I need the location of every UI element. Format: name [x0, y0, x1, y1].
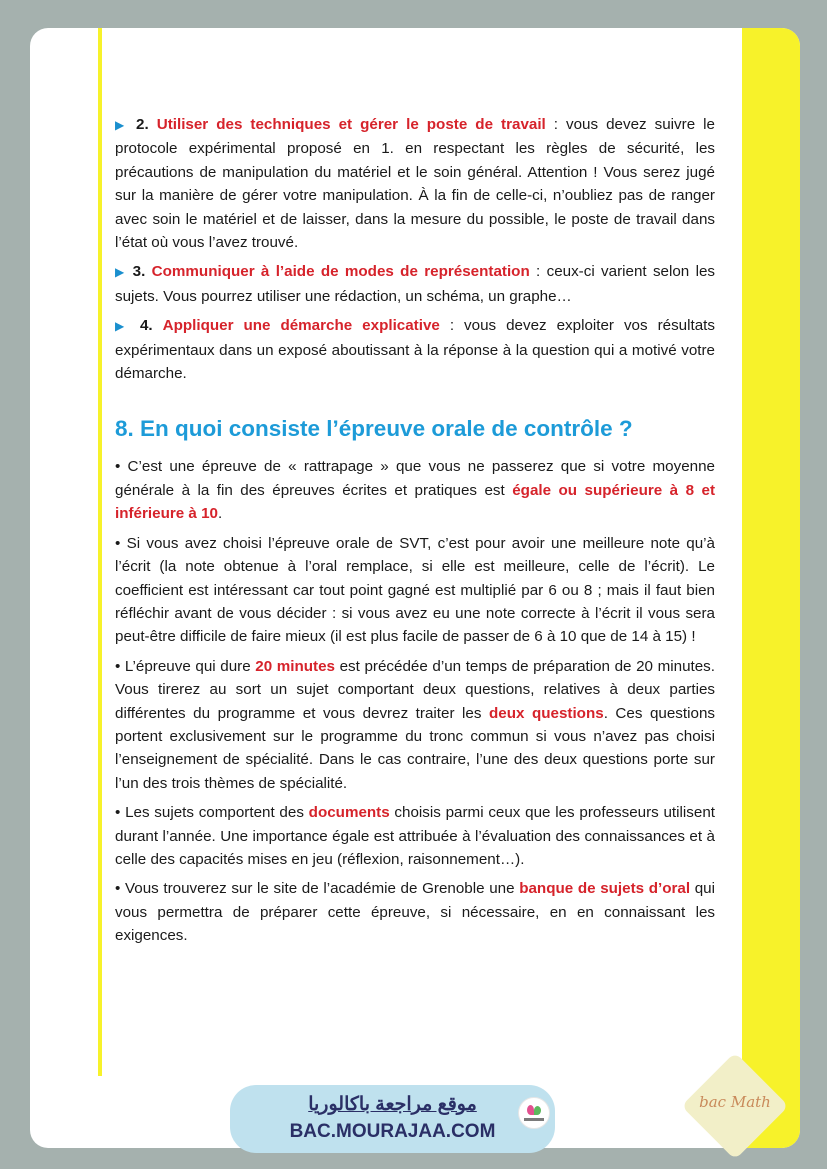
bullet-1 [115, 455, 715, 525]
item-text: : ceux-ci varient selon les sujets. Vous pourrez utiliser une rédaction, un schéma, un graphe… [115, 263, 715, 305]
bullet-text: • C’est une épreuve de « rattrapage » que vous ne passerez que si votre moyenne générale à la fin des épreuves écrites et pratiques est [115, 458, 715, 499]
bullet-2: • Si vous avez choisi l’épreuve orale de SVT, c’est pour avoir une meilleure note qu’à l’écrit (la note obtenue à l’oral remplace, si elle est meilleure, celle de l’écrit). Le coefficient est intéressant car tout point gagné est multiplié par 6 ou 8 ; mais il faut bien réfléchir avant de vous décider : si vous avez eu une note correcte à l’écrit il vous sera peut-être difficile de faire mieux (il est plus facile de passer de 6 à 10 que de 14 à 15) ! [115, 534, 715, 646]
bullet-text: • L’épreuve qui dure [115, 657, 256, 675]
bullet-text: • Vous trouverez sur le site de l’académie de Grenoble une [115, 880, 520, 898]
yellow-margin-line [98, 28, 102, 1076]
item-title: Communiquer à l’aide de modes de représentation [151, 263, 530, 281]
item-text: : vous devez exploiter vos résultats expérimentaux dans un exposé aboutissant à la réponse à la question qui a motivé votre démarche. [115, 317, 715, 383]
site-banner[interactable] [230, 1085, 555, 1153]
item-text: : vous devez suivre le protocole expérimental proposé en 1. en respectant les règles de sécurité, les précautions de manipulation du matériel et le soin général. Attention ! Vous serez jugé sur la manière de gérer votre manipulation. À la fin de celle-ci, n’oubliez pas de ranger avec soin le matériel et de laisser, dans la mesure du possible, le poste de travail dans l’état où vous l’avez trouvé. [115, 116, 715, 252]
highlight-text: documents [308, 804, 390, 822]
bullet-text: . Ces questions portent exclusivement sur le programme du tronc commun si vous n’avez pas choisi l’enseignement de spécialité. Dans le cas contraire, l’une des deux questions porte sur l’un des trois thèmes de spécialité. [115, 704, 715, 792]
bullet-4 [115, 801, 715, 871]
yellow-side-band [742, 28, 800, 1148]
item-2 [115, 113, 715, 254]
site-logo-icon [518, 1097, 550, 1129]
section-heading: 8. En quoi consiste l’épreuve orale de contrôle ? [115, 416, 633, 442]
item-4 [115, 314, 715, 385]
bullet-3 [115, 655, 715, 795]
document-content [115, 113, 715, 954]
bac-math-badge-text: bac Math [699, 1093, 771, 1111]
bullet-5 [115, 877, 715, 947]
banner-url[interactable]: BAC.MOURAJAA.COM [289, 1121, 496, 1142]
triangle-bullet-icon: ▶ [115, 118, 129, 132]
item-number: 3. [132, 263, 146, 281]
bullet-text: qui vous permettra de préparer cette épreuve, si nécessaire, en en connaissant les exigences. [115, 880, 715, 945]
bullet-text: est précédée d’un temps de préparation de 20 minutes. Vous tirerez au sort un sujet comportant deux questions, relatives à deux parties différentes du programme et vous devrez traiter les [115, 657, 715, 722]
banner-arabic-text: موقع مراجعة باكالوريا [308, 1094, 477, 1115]
item-number: 2. [136, 116, 149, 133]
bullet-text: . [218, 505, 223, 523]
triangle-bullet-icon: ▶ [115, 265, 127, 280]
item-title: Appliquer une démarche explicative [162, 317, 440, 335]
item-number: 4. [139, 317, 153, 335]
triangle-bullet-icon: ▶ [115, 319, 130, 334]
bullet-text: • Les sujets comportent des [115, 804, 309, 822]
document-page [30, 28, 800, 1148]
highlight-text: égale ou supérieure à 8 et inférieure à 10 [115, 481, 716, 523]
item-title: Utiliser des techniques et gérer le poste de travail [156, 116, 546, 133]
bullet-text: choisis parmi ceux que les professeurs utilisent durant l’année. Une importance égale est attribuée à l’évaluation des connaissances et à celle des capacités mises en jeu (réflexion, raisonnement…). [115, 804, 715, 868]
highlight-text: 20 minutes [255, 657, 335, 675]
item-3 [115, 260, 715, 308]
highlight-text: banque de sujets d’oral [519, 880, 691, 898]
highlight-text: deux questions [488, 704, 604, 722]
